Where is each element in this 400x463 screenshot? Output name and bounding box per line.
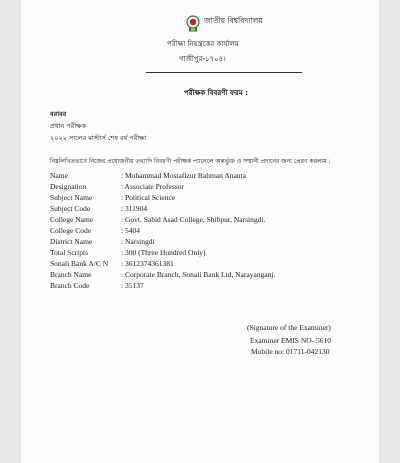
field-value: : Corporate Branch, Sonali Bank Ltd, Narayanganj. bbox=[121, 270, 276, 279]
form-title: পরীক্ষক বিবরণী ফরম : bbox=[184, 89, 249, 97]
subject-line: ২০২২ সালের মাস্টার্স শেষ বর্ষ পরীক্ষা bbox=[50, 134, 147, 142]
field-label: Name bbox=[50, 171, 68, 180]
university-logo-icon bbox=[186, 15, 200, 33]
field-value: : 300 (Three Hundred Only) bbox=[121, 248, 206, 257]
field-branch-code bbox=[50, 281, 144, 290]
field-label: Designation bbox=[50, 182, 87, 191]
field-designation bbox=[50, 182, 184, 191]
field-bank-account bbox=[50, 259, 174, 268]
university-name: জাতীয় বিশ্ববিদ্যালয় bbox=[204, 16, 263, 25]
field-label: Subject Code bbox=[50, 204, 91, 213]
field-subject-code bbox=[50, 204, 147, 213]
field-label: College Name bbox=[50, 215, 94, 224]
field-subject-name bbox=[50, 193, 175, 202]
field-college-code bbox=[50, 226, 140, 235]
field-district-name bbox=[50, 237, 155, 246]
field-value: : 311904 bbox=[121, 204, 148, 213]
recipient: প্রধান পরীক্ষক bbox=[50, 122, 86, 130]
field-label: Branch Name bbox=[50, 270, 92, 279]
field-label: Subject Name bbox=[50, 193, 93, 202]
field-value: : 3612374361381 bbox=[121, 259, 174, 268]
office-address: গাজীপুর-১৭০৪। bbox=[179, 55, 226, 63]
field-label: Total Scripts bbox=[50, 248, 89, 257]
field-label: College Code bbox=[50, 226, 92, 235]
field-college-name bbox=[50, 215, 265, 224]
field-value: : Narsingdi bbox=[121, 237, 155, 246]
header-divider bbox=[146, 72, 302, 73]
field-value: : Political Science bbox=[121, 193, 176, 202]
office-name: পরীক্ষা নিয়ন্ত্রকের কার্যালয় bbox=[167, 40, 239, 48]
field-label: Sonali Bank A/C N bbox=[50, 259, 109, 268]
field-value: : Govt. Sahid Asad College, Shibpur, Narsingdi. bbox=[121, 215, 266, 224]
field-name bbox=[50, 171, 246, 180]
field-branch-name bbox=[50, 270, 275, 279]
field-value: : Mohammad Mostafizur Rahman Ananta bbox=[121, 171, 246, 180]
examiner-emis: Examiner EMIS NO- 5610 bbox=[250, 336, 332, 345]
field-value: : 35137 bbox=[121, 281, 144, 290]
examiner-mobile: Mobile no: 01711-042130 bbox=[251, 347, 330, 356]
to-label: বরাবর bbox=[50, 110, 67, 118]
field-value: : Associate Professor bbox=[121, 182, 184, 191]
signature-label: (Signature of the Examiner) bbox=[247, 323, 331, 332]
field-value: : 5404 bbox=[121, 226, 140, 235]
field-total-scripts bbox=[50, 248, 206, 257]
document-page bbox=[21, 0, 379, 463]
field-label: District Name bbox=[50, 237, 93, 246]
intro-text: নিম্নলিখিতভাবে নিজের প্রয়োজনীয় তথ্যাদি বিবরণী পরীক্ষক প্যানেলে অন্তর্ভুক্ত ও সম্মানী প্রদানের জন্য প্রেরণ করলাম : bbox=[50, 158, 331, 165]
field-label: Branch Code bbox=[50, 281, 90, 290]
